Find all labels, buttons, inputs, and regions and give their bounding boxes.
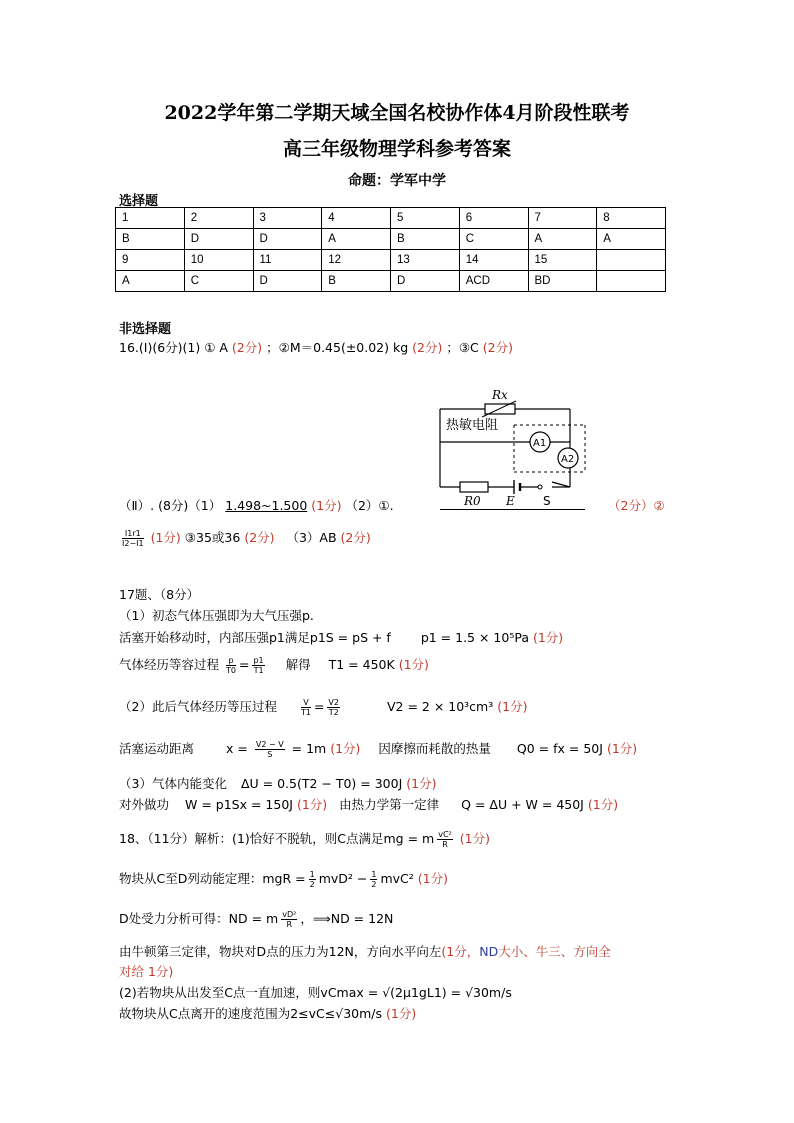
q17-line6: （3）气体内能变化 ΔU = 0.5(T2 − T0) = 300J (1分) — [119, 776, 437, 791]
e-label: E — [506, 494, 515, 508]
score: (1分) — [406, 776, 437, 791]
fraction: $\frac{I1r1}{I2-I1}$ — [122, 529, 144, 548]
table-cell: 14 — [459, 250, 528, 271]
table-cell: B — [116, 229, 185, 250]
table-cell: 12 — [322, 250, 391, 271]
q17-line4: （2）此后气体经历等压过程 $\frac{V}{T1}$ = $\frac{V2}{T2}$ V2 = 2 × 10³cm³ (1分) — [119, 698, 528, 717]
choice-heading: 选择题 — [119, 194, 159, 209]
table-cell: A — [597, 229, 666, 250]
q16-part6: ③35或36 — [184, 530, 241, 545]
fraction: $\frac{\text{vC²}}{R}$ — [438, 830, 452, 849]
circuit-diagram — [430, 382, 600, 512]
table-cell: 6 — [459, 208, 528, 229]
score: (1分) — [532, 630, 564, 645]
q17-line3: 气体经历等容过程 $\frac{p}{T0}$ = $\frac{p1}{T1}$ 解得 T1 = 450K (1分) — [119, 656, 429, 675]
score: (1分) — [497, 699, 528, 714]
table-row — [116, 271, 666, 292]
score: (2分) — [231, 340, 263, 355]
q16-line2-tail — [608, 496, 665, 514]
score: (1分) — [311, 498, 342, 513]
q16-part2: ；②M＝0.45(±0.02) kg — [266, 340, 409, 355]
table-cell: A — [528, 229, 597, 250]
table-cell: 8 — [597, 208, 666, 229]
fraction: $\frac{V2 - V}{S}$ — [255, 740, 284, 759]
q18-line1: 18、（11分）解析：(1)恰好不脱轨，则C点满足mg = m $\frac{\text{vC²}}{R}$ (1分) — [119, 830, 490, 849]
nonchoice-heading: 非选择题 — [119, 322, 172, 337]
q17-heading: 17题、（8分） — [119, 587, 200, 602]
answer-table — [115, 207, 666, 292]
score: (1分) — [587, 797, 619, 812]
score: (1分) — [150, 530, 181, 545]
q18-line6: (2)若物块从出发至C点一直加速，则vCmax = √(2μ1gL1) = √30m/s — [119, 985, 512, 1000]
q17-line5: 活塞运动距离 x = $\frac{V2 - V}{S}$ = 1m (1分) 因摩擦而耗散的热量 Q0 = fx = 50J (1分) — [119, 740, 638, 759]
table-cell: B — [391, 229, 460, 250]
score: (1分) — [330, 741, 361, 756]
table-row — [116, 250, 666, 271]
score: (1分) — [417, 871, 448, 886]
fraction: $\frac{p1}{T1}$ — [253, 656, 264, 675]
score: (1分) — [386, 1006, 417, 1021]
blank-line — [440, 509, 585, 510]
fraction: $\frac{1}{2}$ — [309, 870, 315, 889]
table-cell: D — [391, 271, 460, 292]
s-label: S — [543, 494, 551, 508]
table-cell: D — [253, 271, 322, 292]
score: (1分) — [398, 657, 429, 672]
table-cell: 11 — [253, 250, 322, 271]
fraction: $\frac{\text{vD²}}{R}$ — [282, 910, 297, 929]
q17-line1: （1）初态气体压强即为大气压强p. — [119, 608, 314, 623]
q18-line4: 由牛顿第三定律，物块对D点的压力为12N，方向水平向左(1分，ND大小、牛三、方向全 — [119, 944, 611, 959]
score: (2分) — [412, 340, 443, 355]
q16-part7: （3）AB — [286, 530, 337, 545]
switch-symbol — [538, 485, 542, 489]
table-row — [116, 229, 666, 250]
table-cell: 10 — [184, 250, 253, 271]
table-cell: A — [116, 271, 185, 292]
table-cell: 1 — [116, 208, 185, 229]
score: (1分) — [606, 741, 638, 756]
table-cell: 15 — [528, 250, 597, 271]
score: (1分， — [441, 944, 480, 959]
table-cell: C — [459, 229, 528, 250]
rx-label: Rx — [492, 388, 508, 402]
table-cell: 13 — [391, 250, 460, 271]
fraction: $\frac{p}{T0}$ — [226, 656, 236, 675]
table-cell: 5 — [391, 208, 460, 229]
resistor-r0 — [460, 482, 488, 492]
thermistor-label: 热敏电阻 — [446, 418, 499, 433]
q16-line3 — [119, 528, 371, 548]
a2-label: A2 — [561, 454, 575, 465]
table-row — [116, 208, 666, 229]
score: （2分）② — [608, 498, 665, 513]
table-cell: 4 — [322, 208, 391, 229]
q16-line1 — [119, 338, 513, 356]
q16-part5: （2）①. — [345, 498, 394, 513]
q17-line2: 活塞开始移动时，内部压强p1满足p1S = pS + f p1 = 1.5 × 10⁵Pa (1分) — [119, 630, 564, 645]
q18-line7: 故物块从C点离开的速度范围为2≤vC≤√30m/s (1分) — [119, 1006, 417, 1021]
table-cell — [597, 250, 666, 271]
table-cell: A — [322, 229, 391, 250]
page-subtitle: 高三年级物理学科参考答案 — [282, 138, 511, 160]
q16-answer-range: 1.498~1.500 — [225, 498, 308, 513]
table-cell: BD — [528, 271, 597, 292]
score: (2分) — [340, 530, 371, 545]
score: (1分) — [459, 831, 490, 846]
q16-line2 — [119, 496, 394, 514]
q16-part1: 16.(Ⅰ)(6分)(1) ① A — [119, 340, 228, 355]
page-title: 2022学年第二学期天域全国名校协作体4月阶段性联考 — [164, 102, 630, 124]
table-cell — [597, 271, 666, 292]
q17-line7: 对外做功 W = p1Sx = 150J (1分) 由热力学第一定律 Q = ΔU + W = 450J (1分) — [119, 797, 619, 812]
r0-label: R0 — [464, 494, 481, 508]
score: (1分) — [296, 797, 328, 812]
table-cell: 9 — [116, 250, 185, 271]
q18-line2: 物块从C至D列动能定理：mgR = $\frac{1}{2}$ mvD² − $\frac{1}{2}$ mvC² (1分) — [119, 870, 448, 889]
a1-label: A1 — [533, 438, 547, 449]
q18-line5: 对给 1分) — [119, 964, 174, 979]
table-cell: 3 — [253, 208, 322, 229]
score: (2分) — [244, 530, 275, 545]
table-cell: ACD — [459, 271, 528, 292]
table-cell: 7 — [528, 208, 597, 229]
q16-part4: （Ⅱ）. (8分)（1） — [119, 498, 222, 513]
fraction: $\frac{1}{2}$ — [371, 870, 377, 889]
table-cell: D — [253, 229, 322, 250]
table-cell: B — [322, 271, 391, 292]
author-line: 命题：学军中学 — [348, 173, 446, 189]
table-cell: D — [184, 229, 253, 250]
fraction: $\frac{V2}{T2}$ — [328, 698, 339, 717]
q18-line3: D处受力分析可得：ND = m $\frac{\text{vD²}}{R}$ ，⟹ND = 12N — [119, 910, 394, 929]
table-cell: 2 — [184, 208, 253, 229]
fraction: $\frac{V}{T1}$ — [300, 698, 311, 717]
score: (2分) — [482, 340, 513, 355]
q16-part3: ；③C — [446, 340, 479, 355]
table-cell: C — [184, 271, 253, 292]
